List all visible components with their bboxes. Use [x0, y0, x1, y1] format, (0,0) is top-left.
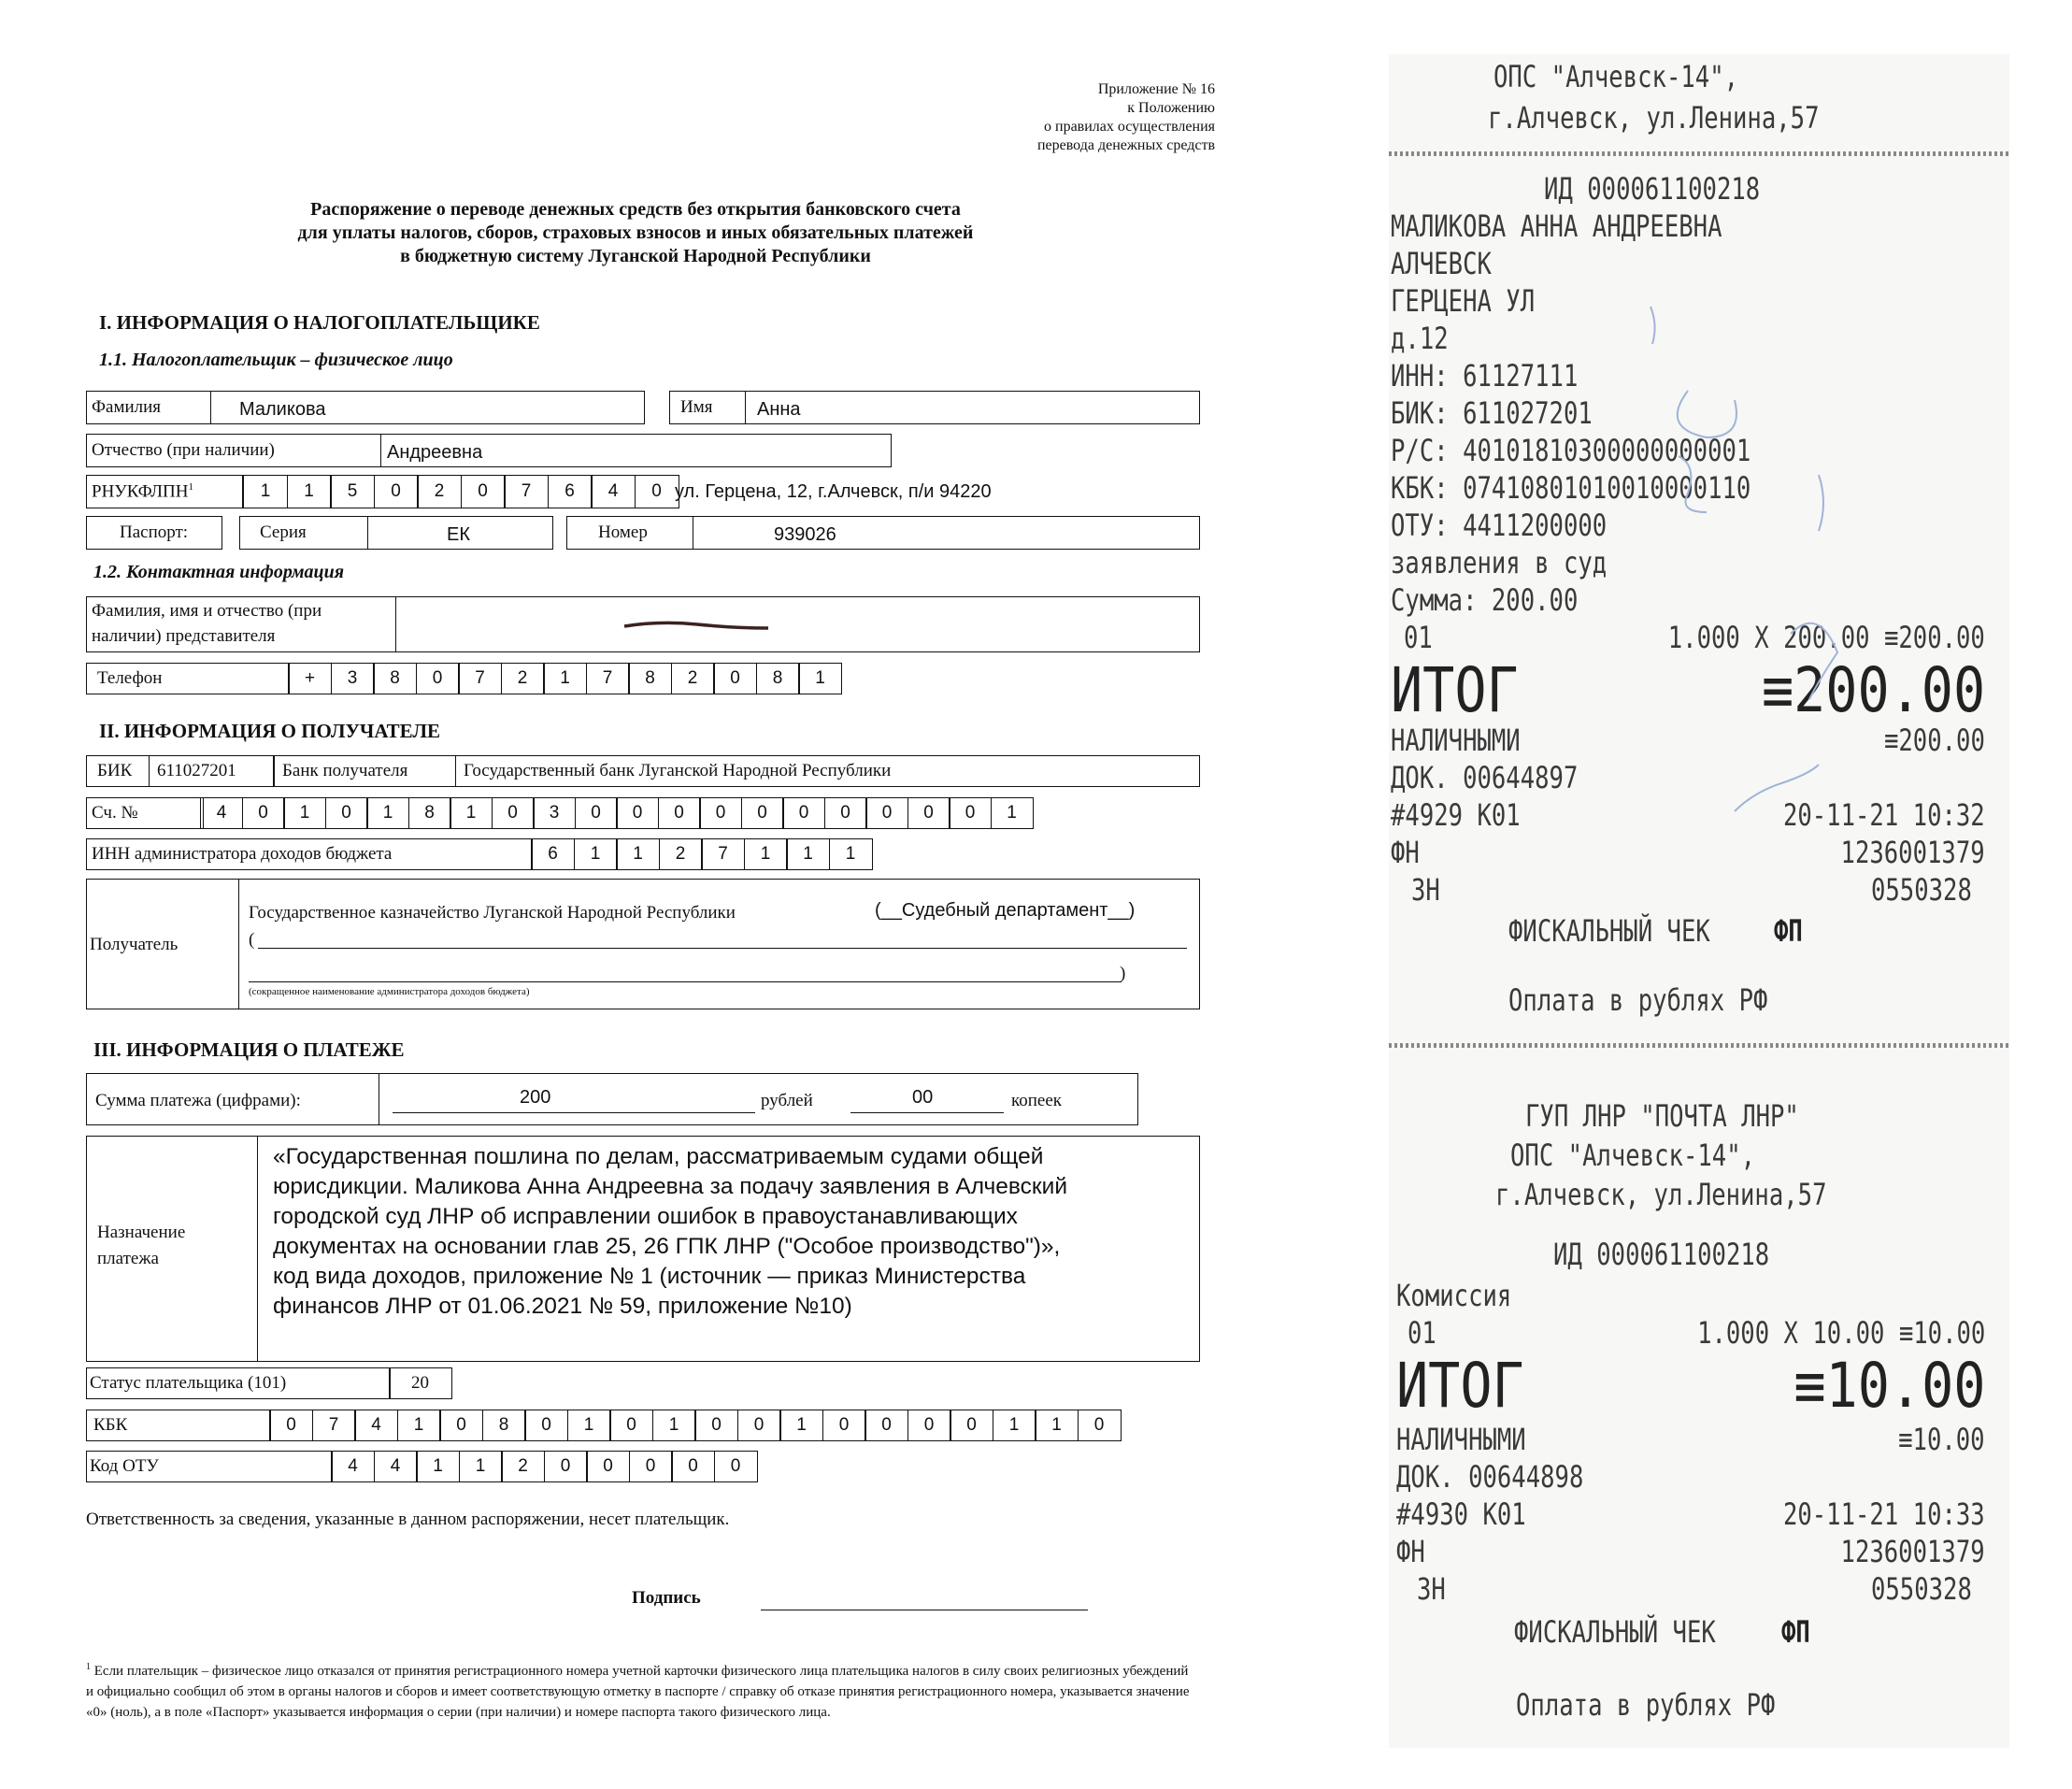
receipt-divider — [1389, 1043, 2009, 1048]
appendix-line: о правилах осуществления — [1044, 119, 1215, 135]
receipt1-cash-label: НАЛИЧНЫМИ — [1391, 723, 1521, 758]
purpose-text — [273, 1142, 1067, 1322]
digit-cell: 6 — [548, 475, 593, 508]
receipt1-zn: 0550328 — [1871, 872, 1972, 908]
account-cell: 0 — [865, 797, 908, 829]
name-label: Имя — [680, 397, 713, 417]
kbk-cell: 0 — [950, 1410, 993, 1441]
phone-cell: 0 — [713, 663, 757, 694]
footnote-mark: 1 — [86, 1662, 91, 1672]
phone-cell: 7 — [458, 663, 502, 694]
inn-cells[interactable] — [531, 838, 873, 870]
name-value: Анна — [757, 399, 801, 420]
bik-value: 611027201 — [157, 761, 236, 780]
receipt2-fp: ФП — [1781, 1614, 1810, 1650]
digit-cell: 0 — [635, 475, 679, 508]
account-cell: 0 — [616, 797, 659, 829]
account-cell: 1 — [991, 797, 1034, 829]
kbk-cell: 1 — [652, 1410, 696, 1441]
phone-cell: 8 — [373, 663, 417, 694]
inn-label: ИНН администратора доходов бюджета — [92, 844, 393, 864]
account-cell: 8 — [408, 797, 451, 829]
account-cell: 0 — [824, 797, 867, 829]
receipt1-doc: ДОК. 00644897 — [1391, 760, 1579, 795]
kbk-cell: 0 — [737, 1410, 781, 1441]
signature-label: Подпись — [632, 1588, 701, 1608]
footnote — [86, 1657, 1198, 1723]
digit-cell: 0 — [374, 475, 419, 508]
amount-label: Сумма платежа (цифрами): — [95, 1091, 301, 1110]
receipt1-fn: 1236001379 — [1840, 835, 1985, 870]
series-value: ЕК — [447, 524, 470, 545]
kbk-cell: 0 — [907, 1410, 951, 1441]
receipt2-item-code: 01 — [1408, 1315, 1436, 1351]
account-cell: 1 — [283, 797, 326, 829]
kbk-cell: 0 — [1078, 1410, 1122, 1441]
receipt2-doc: ДОК. 00644898 — [1396, 1459, 1584, 1495]
otu-cell: 0 — [629, 1451, 673, 1482]
receipt1-line: БИК: 611027201 — [1391, 395, 1593, 431]
account-cell: 0 — [658, 797, 701, 829]
passport-label: Паспорт: — [120, 522, 189, 542]
digit-cell: 0 — [461, 475, 506, 508]
kbk-cell: 0 — [439, 1410, 483, 1441]
name-field[interactable] — [669, 391, 1200, 424]
rnukflp-cells[interactable] — [243, 475, 679, 508]
inn-cell: 1 — [616, 838, 660, 870]
phone-cell: 2 — [671, 663, 715, 694]
phone-cell: 3 — [331, 663, 375, 694]
receipt1-currency: Оплата в рублях РФ — [1508, 982, 1768, 1018]
receipt1-line: д.12 — [1391, 321, 1449, 356]
purpose-label-line: Назначение — [97, 1223, 186, 1242]
kbk-cell: 0 — [694, 1410, 738, 1441]
kbk-cell: 1 — [397, 1410, 441, 1441]
receipt2-header: ГУП ЛНР "ПОЧТА ЛНР" — [1525, 1098, 1799, 1134]
otu-cell: 1 — [416, 1451, 460, 1482]
phone-cell: 2 — [501, 663, 545, 694]
number-label: Номер — [598, 522, 648, 542]
department-value: (__Судебный департамент__) — [875, 900, 1136, 921]
digit-cell: 1 — [287, 475, 332, 508]
kbk-cells[interactable] — [269, 1410, 1122, 1441]
receipt1-id: ИД 000061100218 — [1544, 171, 1761, 207]
kbk-label: КБК — [93, 1415, 128, 1435]
account-cells[interactable] — [200, 797, 1034, 829]
section-taxpayer-heading: I. ИНФОРМАЦИЯ О НАЛОГОПЛАТЕЛЬЩИКЕ — [99, 311, 540, 334]
inn-cell: 2 — [659, 838, 703, 870]
bank-value: Государственный банк Луганской Народной Республики — [464, 761, 892, 780]
account-cell: 1 — [366, 797, 409, 829]
digit-cell: 2 — [417, 475, 462, 508]
otu-label: Код ОТУ — [90, 1456, 159, 1476]
rubles-line — [393, 1112, 755, 1113]
phone-cell: 8 — [756, 663, 800, 694]
receipt2-item-calc: 1.000 X 10.00 ≡10.00 — [1696, 1315, 1985, 1351]
account-label: Сч. № — [92, 803, 138, 823]
cash-receipt — [1389, 54, 2009, 1748]
receipt2-fn: 1236001379 — [1840, 1534, 1985, 1569]
appendix-line: перевода денежных средств — [1036, 137, 1215, 153]
receipt2-fn-label: ФН — [1396, 1534, 1425, 1569]
section-recipient-heading: II. ИНФОРМАЦИЯ О ПОЛУЧАТЕЛЕ — [99, 720, 441, 742]
purpose-line: «Государственная пошлина по делам, рассматриваемым судами общей — [273, 1144, 1044, 1169]
purpose-line: документах на основании глав 25, 26 ГПК ЛНР ("Особое производство")», — [273, 1234, 1061, 1259]
account-cell: 3 — [533, 797, 576, 829]
receipt1-line: МАЛИКОВА АННА АНДРЕЕВНА — [1391, 208, 1722, 244]
inn-cell: 6 — [531, 838, 575, 870]
open-paren: ( — [249, 930, 255, 950]
account-cell: 0 — [949, 797, 992, 829]
account-cell: 0 — [492, 797, 535, 829]
representative-label-line: наличии) представителя — [92, 626, 276, 646]
receipt1-line: КБК: 07410801010010000110 — [1391, 470, 1751, 506]
kbk-cell: 4 — [354, 1410, 398, 1441]
receipt1-item-calc: 1.000 X 200.00 ≡200.00 — [1667, 620, 1985, 655]
kbk-cell: 1 — [993, 1410, 1036, 1441]
receipt2-zn-label: ЗН — [1417, 1571, 1446, 1607]
title-line: для уплаты налогов, сборов, страховых взносов и иных обязательных платежей — [297, 222, 974, 243]
rubles-value: 200 — [520, 1087, 551, 1108]
subsection-individual: 1.1. Налогоплательщик – физическое лицо — [99, 350, 453, 370]
digit-cell: 7 — [504, 475, 549, 508]
section-payment-heading: III. ИНФОРМАЦИЯ О ПЛАТЕЖЕ — [93, 1038, 405, 1061]
appendix-note — [916, 80, 1215, 155]
receipt1-header: г.Алчевск, ул.Ленина,57 — [1488, 100, 1820, 136]
kbk-cell: 0 — [609, 1410, 653, 1441]
receipt1-line: ОТУ: 4411200000 — [1391, 508, 1608, 543]
receipt1-datetime: 20-11-21 10:32 — [1783, 797, 1985, 833]
document-title — [140, 198, 1131, 268]
appendix-line: к Положению — [1127, 100, 1215, 116]
kbk-cell: 1 — [779, 1410, 823, 1441]
receipt2-currency: Оплата в рублях РФ — [1516, 1687, 1776, 1723]
series-label: Серия — [260, 522, 307, 542]
receipt1-line: заявления в суд — [1391, 545, 1608, 580]
inn-cell: 1 — [744, 838, 788, 870]
surname-label: Фамилия — [92, 397, 162, 417]
receipt1-fp: ФП — [1774, 913, 1803, 949]
appendix-line: Приложение № 16 — [1097, 81, 1215, 97]
rubles-label: рублей — [761, 1091, 813, 1110]
footnote-text: Если плательщик – физическое лицо отказался от принятия регистрационного номера учетной карточки физического лица плательщика налогов в силу своих религиозных убеждений и официально сообщил об этом в органы налогов и сборов и имеет соответствующую отметку в паспорте / справку об отказе принятия регистрационного номера, указывается значение «0» (ноль), а в поле «Паспорт» указывается информация о серии (при наличии) и номере паспорта такого физического лица. — [86, 1664, 1190, 1720]
phone-cell: 1 — [798, 663, 842, 694]
receipt2-datetime: 20-11-21 10:33 — [1783, 1496, 1985, 1532]
kbk-cell: 7 — [312, 1410, 356, 1441]
kbk-cell: 0 — [269, 1410, 313, 1441]
receipt1-item-code: 01 — [1404, 620, 1433, 655]
purpose-line: код вида доходов, приложение № 1 (источник — приказ Министерства — [273, 1264, 1026, 1289]
receipt2-total: ≡10.00 — [1793, 1350, 1985, 1422]
title-line: Распоряжение о переводе денежных средств без открытия банковского счета — [310, 199, 961, 220]
recipient-value: Государственное казначейство Луганской Народной Республики — [249, 903, 736, 923]
admin-line — [249, 981, 1122, 982]
inn-cell: 1 — [574, 838, 618, 870]
kbk-cell: 1 — [1035, 1410, 1079, 1441]
surname-value: Маликова — [239, 399, 326, 420]
kbk-cell: 0 — [822, 1410, 866, 1441]
digit-cell: 4 — [591, 475, 636, 508]
phone-cells[interactable] — [288, 663, 842, 694]
receipt2-fiscal: ФИСКАЛЬНЫЙ ЧЕК — [1514, 1614, 1716, 1650]
receipt1-fn-label: ФН — [1391, 835, 1420, 870]
account-cell: 0 — [782, 797, 825, 829]
kbk-cell: 0 — [524, 1410, 568, 1441]
status-label: Статус плательщика (101) — [90, 1373, 287, 1393]
otu-cell: 4 — [331, 1451, 375, 1482]
receipt1-line: АЛЧЕВСК — [1391, 246, 1492, 281]
bik-label: БИК — [97, 761, 133, 780]
admin-caption: (сокращенное наименование администратора доходов бюджета) — [249, 986, 530, 997]
receipt1-zn-label: ЗН — [1411, 872, 1440, 908]
pen-marks — [1622, 288, 1931, 849]
inn-cell: 1 — [829, 838, 873, 870]
receipt1-total: ≡200.00 — [1761, 654, 1985, 726]
address-value: ул. Герцена, 12, г.Алчевск, п/и 94220 — [675, 481, 992, 502]
kbk-cell: 0 — [865, 1410, 908, 1441]
receipt2-cash-label: НАЛИЧНЫМИ — [1396, 1422, 1526, 1457]
kopecks-label: копеек — [1011, 1091, 1063, 1110]
account-cell: 0 — [325, 797, 368, 829]
account-cell: 4 — [200, 797, 243, 829]
phone-cell: 0 — [416, 663, 460, 694]
receipt1-header: ОПС "Алчевск-14", — [1493, 59, 1739, 94]
receipt2-cash: ≡10.00 — [1898, 1422, 1985, 1457]
kbk-cell: 1 — [567, 1410, 611, 1441]
purpose-line: юрисдикции. Маликова Анна Андреевна за подачу заявления в Алчевский — [273, 1174, 1067, 1199]
rnukflp-label: РНУКФЛПН$^1$ — [92, 481, 193, 502]
receipt1-line: Сумма: 200.00 — [1391, 582, 1579, 618]
receipt1-line: ГЕРЦЕНА УЛ — [1391, 283, 1536, 319]
kopecks-value: 00 — [912, 1087, 934, 1108]
phone-cell: 8 — [628, 663, 672, 694]
purpose-line: городской суд ЛНР об исправлении ошибок в правоустанавливающих — [273, 1204, 1018, 1229]
receipt2-header: г.Алчевск, ул.Ленина,57 — [1495, 1177, 1827, 1212]
title-line: в бюджетную систему Луганской Народной Республики — [400, 246, 871, 266]
responsibility-note: Ответственность за сведения, указанные в данном распоряжении, несет плательщик. — [86, 1510, 730, 1529]
representative-label-line: Фамилия, имя и отчество (при — [92, 601, 322, 621]
purpose-line: финансов ЛНР от 01.06.2021 № 59, приложение №10) — [273, 1294, 852, 1319]
account-cell: 0 — [741, 797, 784, 829]
dash-mark — [622, 617, 772, 636]
account-cell: 0 — [907, 797, 950, 829]
receipt2-check-number: #4930 К01 — [1396, 1496, 1526, 1532]
otu-cell: 0 — [544, 1451, 588, 1482]
phone-cell: 1 — [543, 663, 587, 694]
receipt2-commission: Комиссия — [1396, 1278, 1512, 1313]
otu-cell: 2 — [501, 1451, 545, 1482]
receipt2-zn: 0550328 — [1871, 1571, 1972, 1607]
receipt1-line: Р/С: 40101810300000000001 — [1391, 433, 1751, 468]
recipient-line — [258, 948, 1187, 949]
account-cell: 0 — [575, 797, 618, 829]
otu-cell: 4 — [374, 1451, 418, 1482]
otu-cell: 0 — [714, 1451, 758, 1482]
inn-cell: 1 — [786, 838, 830, 870]
receipt1-cash: ≡200.00 — [1884, 723, 1985, 758]
phone-label: Телефон — [97, 668, 163, 688]
subsection-contacts: 1.2. Контактная информация — [93, 562, 345, 582]
otu-cell: 0 — [586, 1451, 630, 1482]
receipt2-id: ИД 000061100218 — [1553, 1237, 1770, 1272]
receipt-divider — [1389, 151, 2009, 156]
patronymic-value: Андреевна — [387, 442, 483, 463]
digit-cell: 5 — [330, 475, 375, 508]
receipt1-total-label: ИТОГ — [1391, 654, 1519, 726]
kopecks-line — [850, 1112, 1004, 1113]
receipt2-header: ОПС "Алчевск-14", — [1510, 1138, 1756, 1173]
recipient-label: Получатель — [90, 935, 179, 954]
otu-cell: 0 — [671, 1451, 715, 1482]
patronymic-label: Отчество (при наличии) — [92, 440, 275, 460]
status-value: 20 — [411, 1373, 429, 1393]
bank-label: Банк получателя — [282, 761, 408, 780]
receipt1-fiscal: ФИСКАЛЬНЫЙ ЧЕК — [1508, 913, 1710, 949]
account-cell: 0 — [699, 797, 742, 829]
receipt1-check-number: #4929 К01 — [1391, 797, 1521, 833]
account-cell: 1 — [450, 797, 493, 829]
receipt2-total-label: ИТОГ — [1396, 1350, 1524, 1422]
account-cell: 0 — [242, 797, 285, 829]
otu-cells[interactable] — [331, 1451, 758, 1482]
purpose-label-line: платежа — [97, 1249, 159, 1268]
digit-cell: 1 — [243, 475, 288, 508]
kbk-cell: 8 — [482, 1410, 526, 1441]
receipt1-line: ИНН: 61127111 — [1391, 358, 1579, 394]
close-paren: ) — [1120, 964, 1126, 983]
phone-cell: 7 — [586, 663, 630, 694]
inn-cell: 7 — [701, 838, 745, 870]
number-value: 939026 — [774, 524, 836, 545]
otu-cell: 1 — [459, 1451, 503, 1482]
phone-cell: + — [288, 663, 332, 694]
